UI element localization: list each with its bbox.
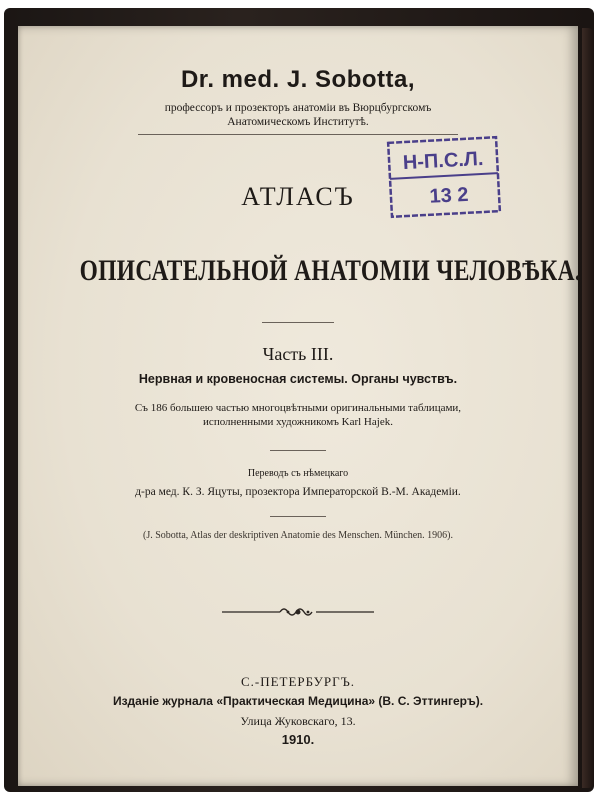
- tables-note-line2: исполненными художникомъ Karl Hajek.: [203, 416, 393, 428]
- tables-note-line1: Съ 186 большею частью многоцвѣтными оригинальными таблицами,: [134, 402, 462, 414]
- publisher: Изданіе журнала «Практическая Медицина» (В. С. Эттингеръ).: [112, 694, 484, 708]
- translation-line2: д-ра мед. К. З. Яцуты, прозектора Императорской В.-М. Академіи.: [135, 486, 461, 498]
- divider-2: [270, 450, 326, 451]
- stamp-line1: Н-П.С.Л.: [402, 147, 484, 175]
- original-reference: (J. Sobotta, Atlas der deskriptiven Anatomie des Menschen. München. 1906).: [143, 530, 453, 541]
- divider-1: [262, 322, 334, 323]
- title-small: АТЛАСЪ: [241, 182, 355, 211]
- stamp-line2: 13 2: [428, 183, 470, 208]
- book-cover: [4, 8, 594, 792]
- book-edge: [582, 28, 594, 788]
- translation-line1: Переводъ съ нѣмецкаго: [247, 468, 349, 479]
- author-affiliation-line2: Анатомическомъ Институтѣ.: [227, 116, 369, 128]
- header-divider: [138, 134, 458, 135]
- title-page: [18, 26, 582, 786]
- main-title: ОПИСАТЕЛЬНОЙ АНАТОМІИ ЧЕЛОВѢКА.: [79, 254, 582, 287]
- author-affiliation-line1: профессоръ и прозекторъ анатоміи въ Вюрцбургскомъ: [164, 102, 432, 114]
- ornament-divider: [218, 602, 378, 622]
- subtitle: Нервная и кровеносная системы. Органы чувствъ.: [138, 372, 458, 386]
- publication-city: С.-ПЕТЕРБУРГЪ.: [240, 674, 356, 689]
- publication-year: 1910.: [281, 732, 315, 747]
- publisher-address: Улица Жуковскаго, 13.: [240, 714, 356, 728]
- part-number: Часть III.: [262, 344, 334, 364]
- divider-3: [270, 516, 326, 517]
- author-name: Dr. med. J. Sobotta,: [180, 66, 416, 93]
